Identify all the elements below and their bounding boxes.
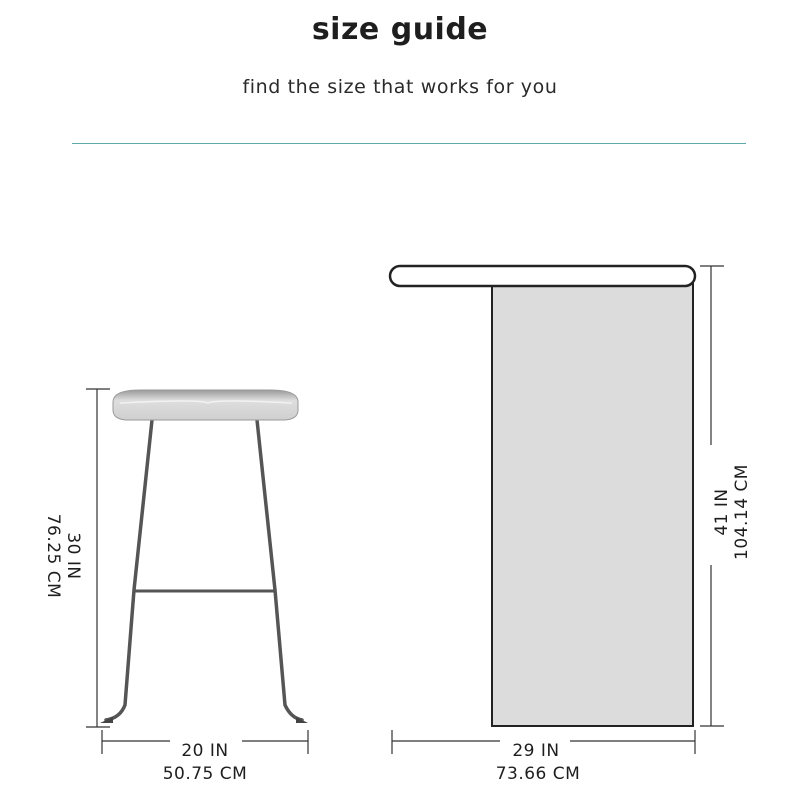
page-title: size guide <box>311 12 489 47</box>
table-illustration <box>390 266 695 726</box>
table-width-cm: 73.66 CM <box>495 764 581 784</box>
table-panel <box>492 284 693 726</box>
stool-width-cm: 50.75 CM <box>162 764 248 784</box>
stool-left-leg <box>106 420 152 720</box>
table-height-in: 41 IN <box>712 488 732 536</box>
stool-right-leg <box>257 420 302 720</box>
stool-illustration <box>100 390 308 723</box>
stool-width-in: 20 IN <box>181 741 229 761</box>
stool-height-cm: 76.25 CM <box>43 513 63 599</box>
table-height-cm: 104.14 CM <box>732 464 752 560</box>
table-top <box>390 266 695 286</box>
stool-height-in: 30 IN <box>63 532 83 580</box>
page-subtitle: find the size that works for you <box>242 76 558 98</box>
stool-right-foot <box>296 717 308 723</box>
stool-height-dimension <box>86 389 110 727</box>
table-width-in: 29 IN <box>512 741 560 761</box>
stool-left-foot <box>100 717 113 723</box>
stool-seat <box>113 390 298 420</box>
